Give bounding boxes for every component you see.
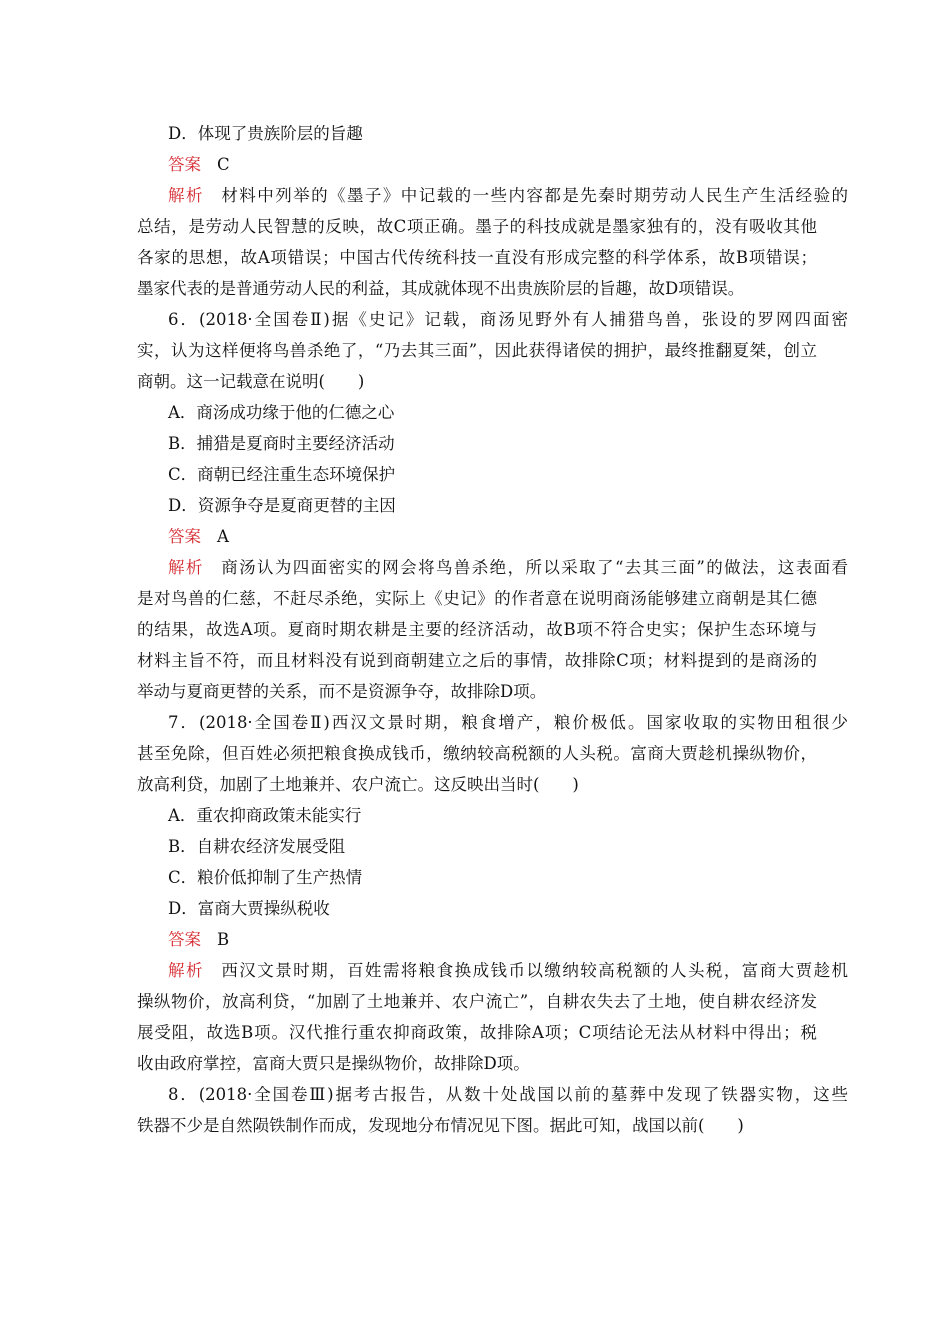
answer-value: A bbox=[217, 527, 229, 546]
answer-value: C bbox=[217, 155, 230, 174]
q6-analysis-line: 是对鸟兽的仁慈，不赶尽杀绝，实际上《史记》的作者意在说明商汤能够建立商朝是其仁德 bbox=[137, 589, 817, 608]
q7-option-d: D．富商大贾操纵税收 bbox=[168, 899, 330, 918]
answer-label: 答案 bbox=[168, 155, 201, 174]
q5-analysis-line: 解析 材料中列举的《墨子》中记载的一些内容都是先秦时期劳动人民生产生活经验的 bbox=[168, 186, 849, 205]
q7-option-c: C．粮价低抑制了生产热情 bbox=[168, 868, 363, 887]
analysis-label: 解析 bbox=[168, 558, 204, 577]
q7-option-a: A．重农抑商政策未能实行 bbox=[168, 806, 362, 825]
q5-option-d: D．体现了贵族阶层的旨趣 bbox=[168, 124, 363, 143]
q7-analysis-line: 操纵物价，放高利贷，“加剧了土地兼并、农户流亡”，自耕农失去了土地，使自耕农经济发 bbox=[137, 992, 817, 1011]
q5-answer bbox=[168, 155, 848, 175]
q7-stem-line: 甚至免除，但百姓必须把粮食换成钱币，缴纳较高税额的人头税。富商大贾趁机操纵物价， bbox=[137, 744, 817, 763]
q7-analysis-line: 展受阻，故选B项。汉代推行重农抑商政策，故排除A项；C项结论无法从材料中得出；税 bbox=[137, 1023, 817, 1042]
q5-analysis-line: 各家的思想，故A项错误；中国古代传统科技一直没有形成完整的科学体系，故B项错误； bbox=[137, 248, 817, 267]
q5-analysis-line: 总结，是劳动人民智慧的反映，故C项正确。墨子的科技成就是墨家独有的，没有吸收其他 bbox=[137, 217, 817, 236]
q6-analysis-line: 解析 商汤认为四面密实的网会将鸟兽杀绝，所以采取了“去其三面”的做法，这表面看 bbox=[168, 558, 848, 577]
answer-label: 答案 bbox=[168, 527, 201, 546]
analysis-label: 解析 bbox=[168, 186, 204, 205]
q6-analysis-line: 举动与夏商更替的关系，而不是资源争夺，故排除D项。 bbox=[137, 682, 547, 701]
q6-option-a: A．商汤成功缘于他的仁德之心 bbox=[168, 403, 395, 422]
q7-stem-line: 放高利贷，加剧了土地兼并、农户流亡。这反映出当时( ) bbox=[137, 775, 579, 794]
q7-stem-line: 7．(2018·全国卷Ⅱ)西汉文景时期，粮食增产，粮价极低。国家收取的实物田租很少 bbox=[168, 713, 848, 732]
q6-stem-line: 6．(2018·全国卷Ⅱ)据《史记》记载，商汤见野外有人捕猎鸟兽，张设的罗网四面密 bbox=[168, 310, 848, 329]
q6-option-b: B．捕猎是夏商时主要经济活动 bbox=[168, 434, 395, 453]
q6-option-c: C．商朝已经注重生态环境保护 bbox=[168, 465, 396, 484]
q8-stem-line: 8．(2018·全国卷Ⅲ)据考古报告，从数十处战国以前的墓葬中发现了铁器实物，这些 bbox=[168, 1085, 848, 1104]
q6-stem-line: 实，认为这样便将鸟兽杀绝了，“乃去其三面”，因此获得诸侯的拥护，最终推翻夏桀，创立 bbox=[137, 341, 817, 360]
q7-answer bbox=[168, 930, 848, 950]
q7-analysis-line: 解析 西汉文景时期，百姓需将粮食换成钱币以缴纳较高税额的人头税，富商大贾趁机 bbox=[168, 961, 849, 980]
analysis-label: 解析 bbox=[168, 961, 204, 980]
q8-stem-line: 铁器不少是自然陨铁制作而成，发现地分布情况见下图。据此可知，战国以前( ) bbox=[137, 1116, 744, 1135]
answer-value: B bbox=[217, 930, 230, 949]
q6-option-d: D．资源争夺是夏商更替的主因 bbox=[168, 496, 396, 515]
q6-answer bbox=[168, 527, 848, 547]
answer-label: 答案 bbox=[168, 930, 201, 949]
q6-stem-line: 商朝。这一记载意在说明( ) bbox=[137, 372, 365, 391]
q7-option-b: B．自耕农经济发展受阻 bbox=[168, 837, 346, 856]
q5-analysis-line: 墨家代表的是普通劳动人民的利益，其成就体现不出贵族阶层的旨趣，故D项错误。 bbox=[137, 279, 745, 298]
q6-analysis-line: 的结果，故选A项。夏商时期农耕是主要的经济活动，故B项不符合史实；保护生态环境与 bbox=[137, 620, 817, 639]
q6-analysis-line: 材料主旨不符，而且材料没有说到商朝建立之后的事情，故排除C项；材料提到的是商汤的 bbox=[137, 651, 817, 670]
q7-analysis-line: 收由政府掌控，富商大贾只是操纵物价，故排除D项。 bbox=[137, 1054, 530, 1073]
